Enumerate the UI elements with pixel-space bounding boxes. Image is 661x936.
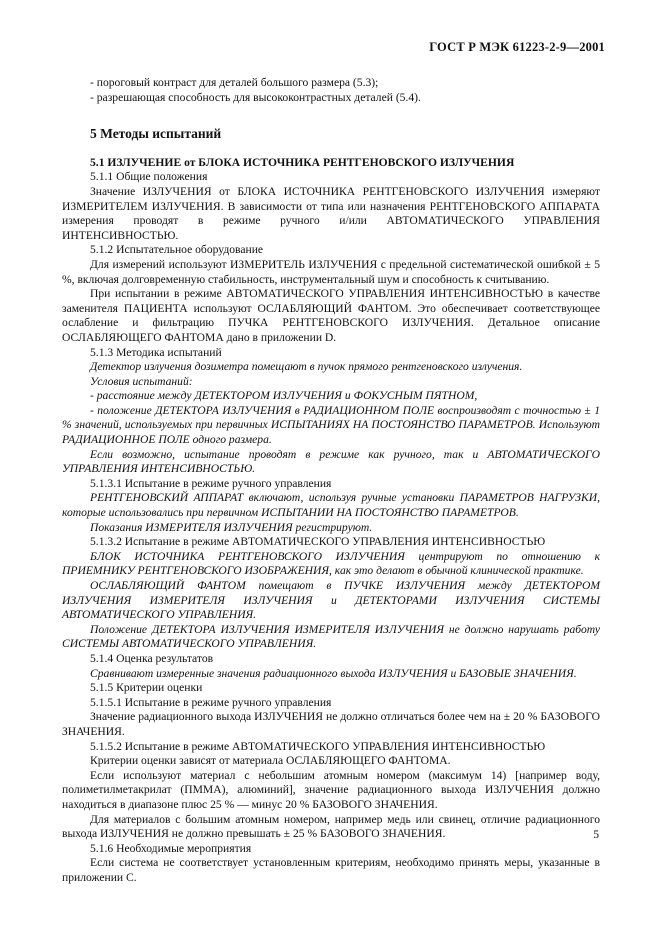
clause-heading: 5.1.5.2 Испытание в режиме АВТОМАТИЧЕСКОГО УПРАВЛЕНИЯ ИНТЕНСИВНОСТЬЮ (90, 739, 546, 753)
paragraph: Значение радиационного выхода ИЗЛУЧЕНИЯ не должно отличаться более чем на ± 20 % БАЗОВОГО ЗНАЧЕНИЯ. (62, 710, 600, 738)
clause-heading: 5.1.3 Методика испытаний (90, 345, 222, 359)
paragraph: БЛОК ИСТОЧНИКА РЕНТГЕНОВСКОГО ИЗЛУЧЕНИЯ центрируют по отношению к ПРИЕМНИКУ РЕНТГЕНОВСКОГО ИЗОБРАЖЕНИЯ, как это делают в обычной клинической практике. (62, 549, 600, 578)
clause-heading: 5.1.2 Испытательное оборудование (90, 243, 264, 257)
paragraph: Критерии оценки зависят от материала ОСЛАБЛЯЮЩЕГО ФАНТОМА. (90, 754, 451, 768)
paragraph: Условия испытаний: (90, 374, 193, 388)
paragraph: Детектор излучения дозиметра помещают в пучок прямого рентгеновского излучения. (90, 360, 523, 374)
list-item: - пороговый контраст для деталей большого размера (5.3); (90, 76, 379, 89)
paragraph: РЕНТГЕНОВСКИЙ АППАРАТ включают, используя ручные установки ПАРАМЕТРОВ НАГРУЗКИ, которые использовались при первичном ИСПЫТАНИИ НА ПОСТОЯНСТВО ПАРАМЕТРОВ. (62, 491, 600, 520)
list-item: - расстояние между ДЕТЕКТОРОМ ИЗЛУЧЕНИЯ и ФОКУСНЫМ ПЯТНОМ, (90, 389, 478, 403)
section-heading: 5 Методы испытаний (90, 126, 222, 142)
paragraph: Для измерений используют ИЗМЕРИТЕЛЬ ИЗЛУЧЕНИЯ с предельной систематической ошибкой ± 5 %, включая долговременную стабильность, инструментальный шум и способность к считыванию. (62, 257, 600, 286)
clause-heading: 5.1.3.2 Испытание в режиме АВТОМАТИЧЕСКОГО УПРАВЛЕНИЯ ИНТЕНСИВНОСТЬЮ (90, 535, 546, 549)
page-number: 5 (593, 828, 599, 841)
paragraph: Для материалов с большим атомным номером, например медь или свинец, отличие радиационного выхода ИЗЛУЧЕНИЯ не должно превышать ± 25 % БАЗОВОГО ЗНАЧЕНИЯ. (62, 812, 600, 841)
paragraph: Значение ИЗЛУЧЕНИЯ от БЛОКА ИСТОЧНИКА РЕНТГЕНОВСКОГО ИЗЛУЧЕНИЯ измеряют ИЗМЕРИТЕЛЕМ ИЗЛУЧЕНИЯ. В зависимости от типа или назначения РЕНТГЕНОВСКОГО АППАРАТА измерения проводят в режиме ручного и/или АВТОМАТИЧЕСКОГО УПРАВЛЕНИЯ ИНТЕНСИВНОСТЬЮ. (62, 184, 600, 242)
list-item: - положение ДЕТЕКТОРА ИЗЛУЧЕНИЯ в РАДИАЦИОННОМ ПОЛЕ воспроизводят с точностью ± 1 % значений, используемых при первичных ИСПЫТАНИЯХ НА ПОСТОЯНСТВО ПАРАМЕТРОВ. Используют РАДИАЦИОННОЕ ПОЛЕ одного размера. (62, 403, 600, 447)
clause-heading: 5.1.5 Критерии оценки (90, 681, 203, 695)
subsection-heading: 5.1 ИЗЛУЧЕНИЕ от БЛОКА ИСТОЧНИКА РЕНТГЕНОВСКОГО ИЗЛУЧЕНИЯ (90, 155, 515, 169)
clause-heading: 5.1.1 Общие положения (90, 170, 208, 184)
standard-header: ГОСТ Р МЭК 61223-2-9—2001 (429, 40, 605, 54)
paragraph: Показания ИЗМЕРИТЕЛЯ ИЗЛУЧЕНИЯ регистрируют. (90, 520, 373, 534)
clause-heading: 5.1.3.1 Испытание в режиме ручного управления (90, 476, 332, 490)
paragraph: Сравнивают измеренные значения радиационного выхода ИЗЛУЧЕНИЯ и БАЗОВЫЕ ЗНАЧЕНИЯ. (90, 666, 577, 680)
document-body (62, 76, 600, 885)
paragraph: Положение ДЕТЕКТОРА ИЗЛУЧЕНИЯ ИЗМЕРИТЕЛЯ ИЗЛУЧЕНИЯ не должно нарушать работу СИСТЕМЫ АВТОМАТИЧЕСКОГО УПРАВЛЕНИЯ. (62, 622, 600, 651)
paragraph: При испытании в режиме АВТОМАТИЧЕСКОГО УПРАВЛЕНИЯ ИНТЕНСИВНОСТЬЮ в качестве заменителя ПАЦИЕНТА используют ОСЛАБЛЯЮЩИЙ ФАНТОМ. Это обеспечивает соответствующее ослабление и фильтрацию ПУЧКА РЕНТГЕНОВСКОГО ИЗЛУЧЕНИЯ. Детальное описание ОСЛАБЛЯЮЩЕГО ФАНТОМА дано в приложении D. (62, 287, 600, 344)
clause-heading: 5.1.5.1 Испытание в режиме ручного управления (90, 695, 332, 709)
paragraph: ОСЛАБЛЯЮЩИЙ ФАНТОМ помещают в ПУЧКЕ ИЗЛУЧЕНИЯ между ДЕТЕКТОРОМ ИЗЛУЧЕНИЯ ИЗМЕРИТЕЛЯ ИЗЛУЧЕНИЯ и ДЕТЕКТОРАМИ ИЗЛУЧЕНИЯ СИСТЕМЫ АВТОМАТИЧЕСКОГО УПРАВЛЕНИЯ. (62, 579, 600, 622)
paragraph: Если возможно, испытание проводят в режиме как ручного, так и АВТОМАТИЧЕСКОГО УПРАВЛЕНИЯ ИНТЕНСИВНОСТЬЮ. (62, 447, 600, 476)
list-item: - разрешающая способность для высококонтрастных деталей (5.4). (90, 90, 421, 104)
clause-heading: 5.1.6 Необходимые мероприятия (90, 841, 252, 855)
clause-heading: 5.1.4 Оценка результатов (90, 651, 214, 665)
paragraph: Если используют материал с небольшим атомным номером (максимум 14) [например воду, полиметилметакрилат (ПММА), алюминий], значение радиационного выхода ИЗЛУЧЕНИЯ должно находиться в диапазоне плюс 25 % — минус 20 % БАЗОВОГО ЗНАЧЕНИЯ. (62, 768, 600, 811)
paragraph: Если система не соответствует установленным критериям, необходимо принять меры, указанные в приложении С. (62, 856, 600, 884)
